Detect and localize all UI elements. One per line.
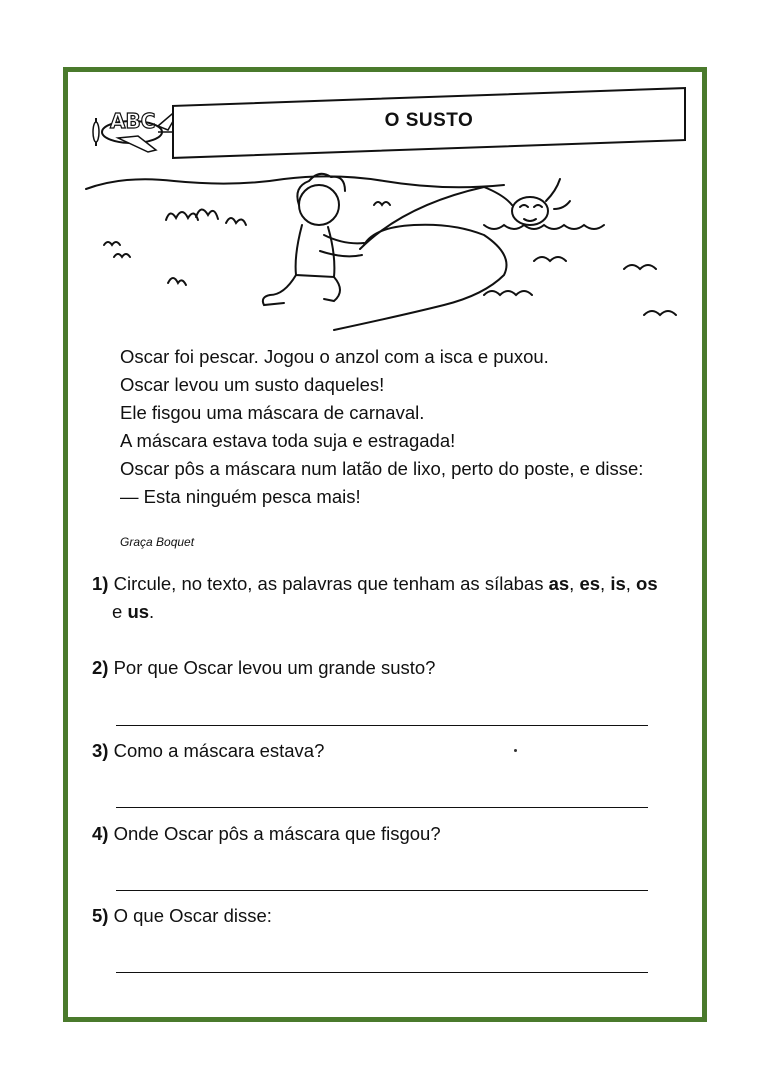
story-line: Oscar levou um susto daqueles! bbox=[120, 374, 385, 395]
separator: , bbox=[600, 573, 611, 594]
syllable-us: us bbox=[127, 601, 150, 622]
plane-letters: ABC bbox=[110, 109, 156, 133]
question-1-continuation bbox=[112, 598, 712, 626]
question-number: 4) bbox=[92, 823, 109, 844]
fishing-scene-illustration bbox=[84, 165, 694, 340]
syllable-es: es bbox=[579, 573, 601, 594]
question-number: 1) bbox=[92, 573, 109, 594]
airplane-illustration bbox=[88, 96, 180, 158]
syllable-is: is bbox=[610, 573, 626, 594]
story-line: Oscar pôs a máscara num latão de lixo, perto do poste, e disse: bbox=[120, 458, 644, 479]
answer-line[interactable] bbox=[116, 725, 648, 726]
question-number: 5) bbox=[92, 905, 109, 926]
story-text bbox=[120, 343, 690, 511]
question-text: e bbox=[112, 601, 128, 622]
story-line: — Esta ninguém pesca mais! bbox=[120, 486, 361, 507]
separator: , bbox=[625, 573, 637, 594]
answer-line[interactable] bbox=[116, 972, 648, 973]
separator: , bbox=[569, 573, 580, 594]
story-line: Ele fisgou uma máscara de carnaval. bbox=[120, 402, 425, 423]
answer-line[interactable] bbox=[116, 807, 648, 808]
question-1 bbox=[92, 570, 692, 598]
question-text: Onde Oscar pôs a máscara que fisgou? bbox=[113, 823, 441, 844]
story-line: Oscar foi pescar. Jogou o anzol com a isca e puxou. bbox=[120, 346, 549, 367]
question-text: O que Oscar disse: bbox=[113, 905, 272, 926]
question-text: Por que Oscar levou um grande susto? bbox=[113, 657, 436, 678]
question-5 bbox=[92, 902, 692, 930]
question-3 bbox=[92, 737, 692, 765]
answer-line[interactable] bbox=[116, 890, 648, 891]
question-number: 3) bbox=[92, 740, 109, 761]
stray-dot bbox=[514, 749, 517, 752]
syllable-os: os bbox=[636, 573, 658, 594]
question-4 bbox=[92, 820, 692, 848]
question-text: Circule, no texto, as palavras que tenham as sílabas bbox=[113, 573, 549, 594]
story-line: A máscara estava toda suja e estragada! bbox=[120, 430, 456, 451]
question-text: Como a máscara estava? bbox=[113, 740, 325, 761]
question-2 bbox=[92, 654, 692, 682]
punctuation: . bbox=[149, 601, 155, 622]
author-credit: Graça Boquet bbox=[120, 535, 195, 549]
question-number: 2) bbox=[92, 657, 109, 678]
page-title: O SUSTO bbox=[384, 110, 474, 131]
syllable-as: as bbox=[548, 573, 570, 594]
